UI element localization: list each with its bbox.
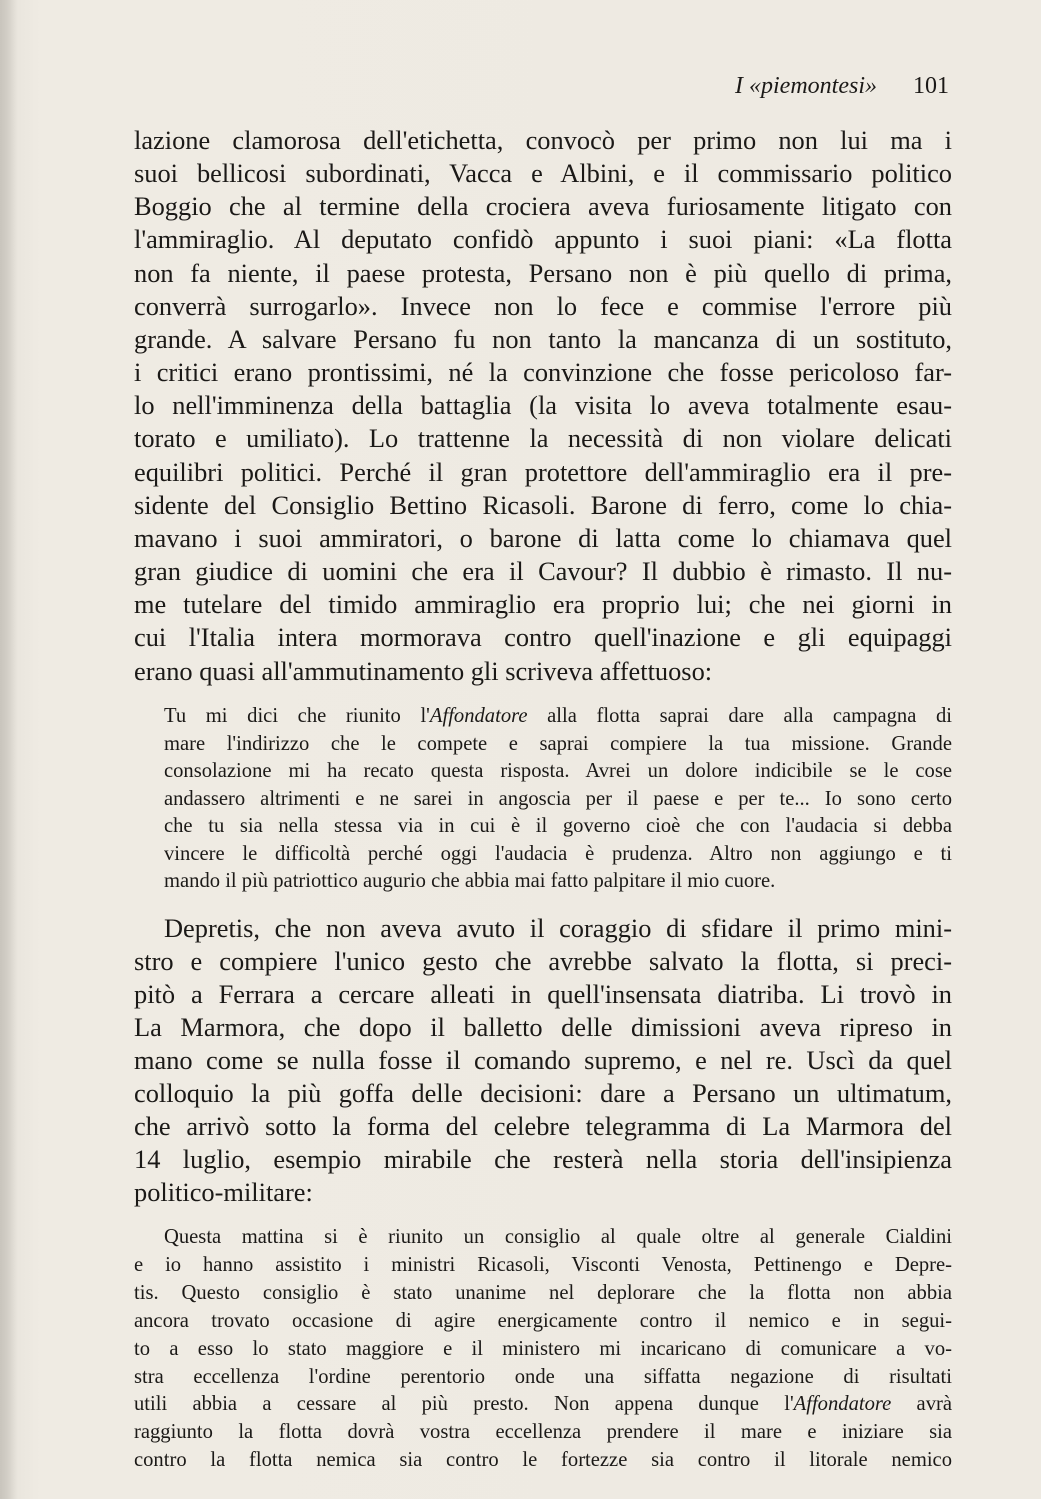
block-quote-1: [164, 703, 952, 896]
text-line: me tutelare del timido ammiraglio era proprio lui; che nei giorni in: [134, 589, 952, 620]
quote-line: Tu mi dici che riunito l'Affondatore alla flotta saprai dare alla campagna di: [164, 705, 952, 727]
text-line: politico-militare:: [134, 1176, 313, 1207]
text-line: i critici erano prontissimi, né la convinzione che fosse pericoloso far-: [134, 357, 952, 388]
text-line: che arrivò sotto la forma del celebre telegramma di La Marmora del: [134, 1110, 952, 1141]
binding-shadow: [0, 0, 18, 1499]
quote-line: contro la flotta nemica sia contro le fortezze sia contro il litorale nemico: [134, 1449, 952, 1472]
text-line: grande. A salvare Persano fu non tanto la mancanza di un sostituto,: [134, 323, 952, 354]
text-line: converrà surrogarlo». Invece non lo fece e commise l'errore più: [134, 290, 952, 321]
paragraph-2: [134, 912, 952, 1209]
text-line: 14 luglio, esempio mirabile che resterà nella storia dell'insipienza: [134, 1143, 952, 1174]
quote-line: ancora trovato occasione di agire energicamente contro il nemico e in segui-: [134, 1309, 952, 1332]
text-line: gran giudice di uomini che era il Cavour? Il dubbio è rimasto. Il nu-: [134, 556, 952, 587]
quote-line: mando il più patriottico augurio che abbia mai fatto palpitare il mio cuore.: [164, 870, 776, 893]
running-head: [700, 66, 955, 106]
ship-name: Affondatore: [793, 1393, 892, 1416]
quote-line: consolazione mi ha recato questa risposta. Avrei un dolore indicibile se le cose: [164, 760, 952, 783]
quote-line: e io hanno assistito i ministri Ricasoli, Visconti Venosta, Pettinengo e Depre-: [134, 1253, 952, 1276]
text-line: Depretis, che non aveva avuto il coraggio di sfidare il primo mini-: [164, 913, 952, 943]
text-line: torato e umiliato). Lo trattenne la necessità di non violare delicati: [134, 423, 952, 454]
text-line: Boggio che al termine della crociera aveva furiosamente litigato con: [134, 191, 952, 222]
text-line: stro e compiere l'unico gesto che avrebbe salvato la flotta, si preci-: [134, 945, 952, 976]
quote-line: che tu sia nella stessa via in cui è il governo cioè che con l'audacia si debba: [164, 815, 952, 838]
ship-name: Affondatore: [429, 705, 528, 727]
text-line: equilibri politici. Perché il gran protettore dell'ammiraglio era il pre-: [134, 456, 952, 487]
text-line: l'ammiraglio. Al deputato confidò appunto i suoi piani: «La flotta: [134, 224, 952, 255]
text-line: lo nell'imminenza della battaglia (la visita lo aveva totalmente esau-: [134, 390, 952, 421]
quote-line: mare l'indirizzo che le compete e saprai compiere la tua missione. Grande: [164, 732, 952, 755]
text-line: non fa niente, il paese protesta, Persano non è più quello di prima,: [134, 257, 952, 288]
quote-line: raggiunto la flotta dovrà vostra eccellenza prendere il mare e iniziare sia: [134, 1421, 952, 1444]
quote-line: stra eccellenza l'ordine perentorio onde una siffatta negazione di risultati: [134, 1365, 952, 1388]
text-line: erano quasi all'ammutinamento gli scriveva affettuoso:: [134, 655, 713, 686]
text-line: mano come se nulla fosse il comando supremo, e nel re. Uscì da quel: [134, 1044, 952, 1075]
quote-line: tis. Questo consiglio è stato unanime nel deplorare che la flotta non abbia: [134, 1281, 952, 1304]
page-number: 101: [913, 73, 949, 99]
quote-line: Questa mattina si è riunito un consiglio al quale oltre al generale Cialdini: [164, 1226, 952, 1248]
running-title: I «piemontesi»: [735, 73, 877, 99]
quote-line: andassero altrimenti e ne sarei in angoscia per il paese e per te... Io sono certo: [164, 787, 952, 810]
text-line: suoi bellicosi subordinati, Vacca e Albini, e il commissario politico: [134, 158, 952, 189]
text-line: colloquio la più goffa delle decisioni: dare a Persano un ultimatum,: [134, 1077, 952, 1108]
quote-line: to a esso lo stato maggiore e il ministero mi incaricano di comunicare a vo-: [134, 1337, 952, 1360]
text-line: lazione clamorosa dell'etichetta, convocò per primo non lui ma i: [134, 125, 952, 155]
text-line: sidente del Consiglio Bettino Ricasoli. Barone di ferro, come lo chia-: [134, 489, 952, 520]
block-quote-2: [134, 1224, 952, 1475]
text-line: mavano i suoi ammiratori, o barone di latta come lo chiamava quel: [134, 522, 952, 553]
quote-line: vincere le difficoltà perché oggi l'audacia è prudenza. Altro non aggiungo e ti: [164, 842, 952, 865]
text-line: pitò a Ferrara a cercare alleati in quell'insensata diatriba. Li trovò in: [134, 978, 952, 1009]
paragraph-1: [134, 124, 952, 688]
text-line: La Marmora, che dopo il balletto delle dimissioni aveva ripreso in: [134, 1011, 952, 1042]
quote-line: utili abbia a cessare al più presto. Non appena dunque l'Affondatore avrà: [134, 1393, 952, 1416]
text-line: cui l'Italia intera mormorava contro quell'inazione e gli equipaggi: [134, 622, 952, 653]
